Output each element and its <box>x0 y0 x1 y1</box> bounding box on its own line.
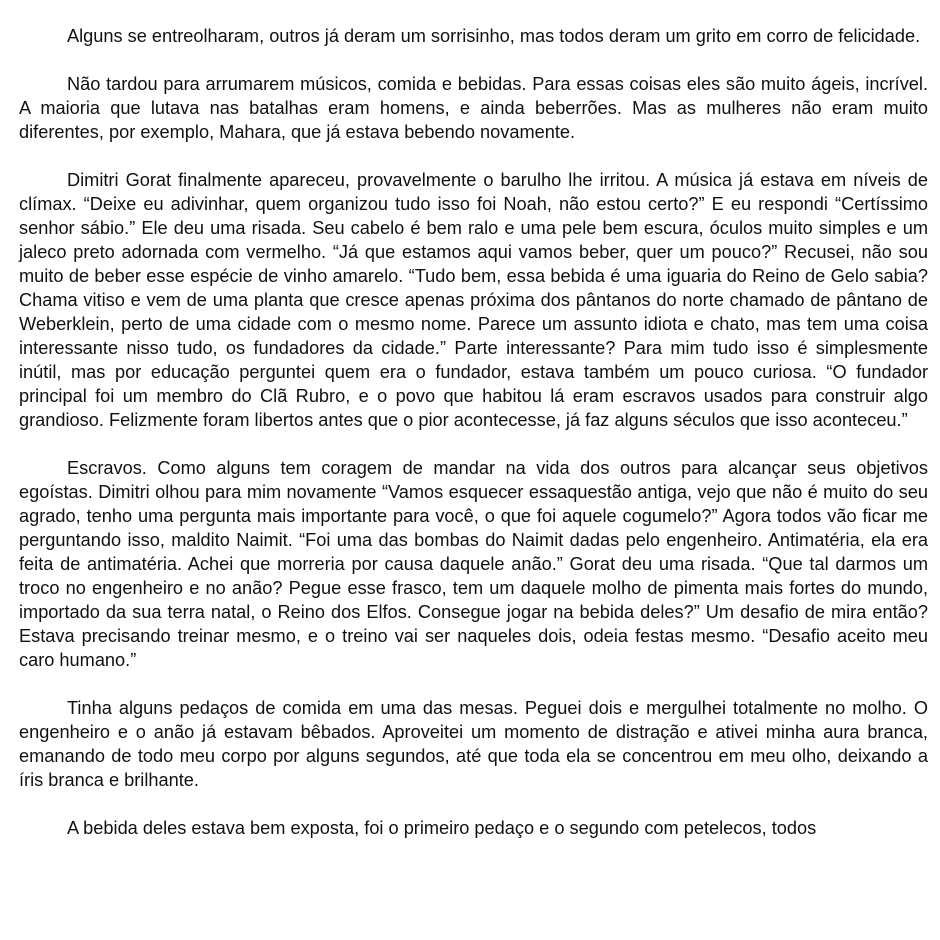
paragraph-1: Alguns se entreolharam, outros já deram um sorrisinho, mas todos deram um grito em corro de felicidade. <box>67 26 921 46</box>
paragraph-4: Escravos. Como alguns tem coragem de mandar na vida dos outros para alcançar seus objetivos egoístas. Dimitri olhou para mim novamente “Vamos esquecer essaquestão antiga, vejo que não é muito do seu agrado, tenho uma pergunta mais importante para você, o que foi aquele cogumelo?” Agora todos vão ficar me perguntando isso, maldito Naimit. “Foi uma das bombas do Naimit dadas pelo engenheiro. Antimatéria, ela era feita de antimatéria. Achei que morreria por causa daquele anão.” Gorat deu uma risada. “Que tal darmos um troco no engenheiro e no anão? Pegue esse frasco, tem um daquele molho de pimenta mais fortes do mundo, importado da sua terra natal, o Reino dos Elfos. Consegue jogar na bebida deles?” Um desafio de mira então? Estava precisando treinar mesmo, e o treino vai ser naqueles dois, odeia festas mesmo. “Desafio aceito meu caro humano.” <box>19 458 928 670</box>
paragraph-5: Tinha alguns pedaços de comida em uma das mesas. Peguei dois e mergulhei totalmente no molho. O engenheiro e o anão já estavam bêbados. Aproveitei um momento de distração e ativei minha aura branca, emanando de todo meu corpo por alguns segundos, até que toda ela se concentrou em meu olho, deixando a íris branca e brilhante. <box>19 698 928 790</box>
document-page <box>19 24 928 864</box>
paragraph-6: A bebida deles estava bem exposta, foi o primeiro pedaço e o segundo com petelecos, todos <box>67 818 817 838</box>
paragraph-3: Dimitri Gorat finalmente apareceu, provavelmente o barulho lhe irritou. A música já estava em níveis de clímax. “Deixe eu adivinhar, quem organizou tudo isso foi Noah, não estou certo?” E eu respondi “Certíssimo senhor sábio.” Ele deu uma risada. Seu cabelo é bem ralo e uma pele bem escura, óculos muito simples e um jaleco preto adornada com vermelho. “Já que estamos aqui vamos beber, quer um pouco?” Recusei, não sou muito de beber esse espécie de vinho amarelo. “Tudo bem, essa bebida é uma iguaria do Reino de Gelo sabia? Chama vitiso e vem de uma planta que cresce apenas próxima dos pântanos do norte chamado de pântano de Weberklein, perto de uma cidade com o mesmo nome. Parece um assunto idiota e chato, mas tem uma coisa interessante nisso tudo, os fundadores da cidade.” Parte interessante? Para mim tudo isso é simplesmente inútil, mas por educação perguntei quem era o fundador, estava também um pouco curiosa. “O fundador principal foi um membro do Clã Rubro, e o povo que habitou lá eram escravos usados para construir algo grandioso. Felizmente foram libertos antes que o pior acontecesse, já faz alguns séculos que isso aconteceu.” <box>19 170 928 430</box>
paragraph-2: Não tardou para arrumarem músicos, comida e bebidas. Para essas coisas eles são muito ágeis, incrível. A maioria que lutava nas batalhas eram homens, e ainda beberrões. Mas as mulheres não eram muito diferentes, por exemplo, Mahara, que já estava bebendo novamente. <box>19 74 928 142</box>
